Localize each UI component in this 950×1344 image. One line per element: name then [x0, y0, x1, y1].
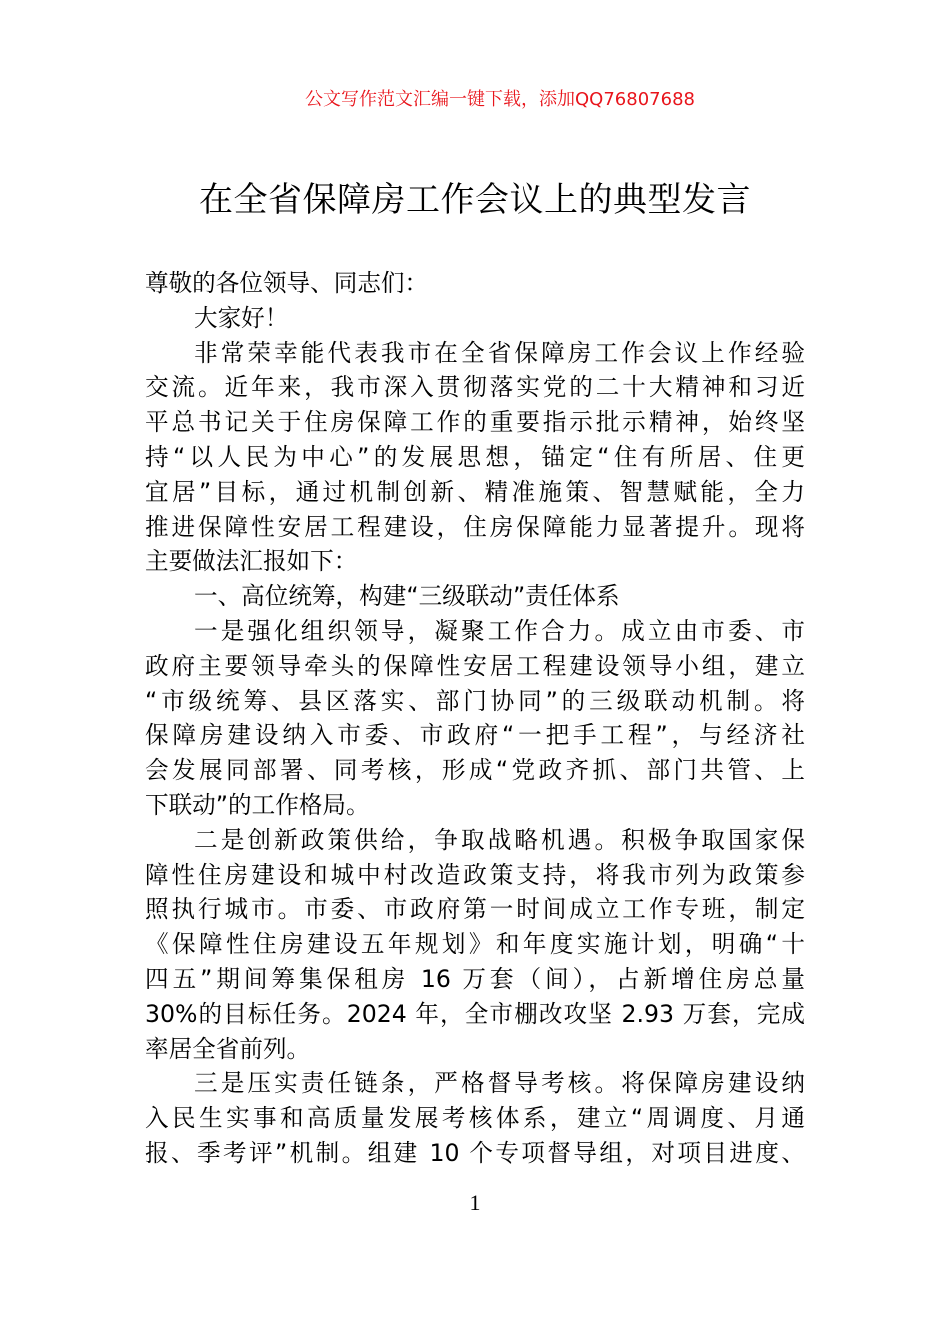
paragraph: [145, 336, 805, 580]
text-line: 下联动”的工作格局。: [145, 790, 370, 819]
text-line: 一是强化组织领导，凝聚工作合力。成立由市委、市: [194, 616, 805, 645]
page-number: 1: [469, 1190, 481, 1215]
paragraph: [145, 266, 805, 301]
text-line: “市级统筹、县区落实、部门协同”的三级联动机制。将: [145, 686, 805, 715]
text-line: 一、高位统筹，构建“三级联动”责任体系: [194, 582, 620, 611]
text-line: 主要做法汇报如下：: [145, 547, 358, 576]
text-line: 会发展同部署、同考核，形成“党政齐抓、部门共管、上: [145, 756, 805, 785]
text-line: 二是创新政策供给，争取战略机遇。积极争取国家保: [194, 825, 805, 854]
text-line: 平总书记关于住房保障工作的重要指示批示精神，始终坚: [145, 408, 805, 437]
paragraph: [145, 579, 805, 614]
text-line: 保障房建设纳入市委、市政府“一把手工程”，与经济社: [145, 721, 805, 750]
text-line: 持“以人民为中心”的发展思想，锚定“住有所居、住更: [145, 442, 805, 471]
text-line: 《保障性住房建设五年规划》和年度实施计划，明确“十: [145, 930, 805, 959]
text-line: 30%的目标任务。2024 年，全市棚改攻坚 2.93 万套，完成: [145, 999, 805, 1028]
text-line: 宜居”目标，通过机制创新、精准施策、智慧赋能，全力: [145, 477, 805, 506]
text-line: 报、季考评”机制。组建 10 个专项督导组，对项目进度、: [145, 1138, 805, 1167]
paragraph: [145, 614, 805, 823]
text-line: 政府主要领导牵头的保障性安居工程建设领导小组，建立: [145, 651, 805, 680]
text-line: 交流。近年来，我市深入贯彻落实党的二十大精神和习近: [145, 373, 805, 402]
text-line: 推进保障性安居工程建设，住房保障能力显著提升。现将: [145, 512, 805, 541]
text-line: 障性住房建设和城中村改造政策支持，将我市列为政策参: [145, 860, 805, 889]
text-line: 大家好！: [194, 303, 289, 332]
paragraph: [145, 823, 805, 1067]
text-line: 入民生实事和高质量发展考核体系，建立“周调度、月通: [145, 1104, 805, 1133]
text-line: 尊敬的各位领导、同志们：: [145, 269, 429, 297]
text-line: 四五”期间筹集保租房 16 万套（间），占新增住房总量: [145, 964, 805, 993]
paragraph: [145, 1066, 805, 1170]
text-line: 率居全省前列。: [145, 1034, 311, 1063]
text-line: 非常荣幸能代表我市在全省保障房工作会议上作经验: [194, 338, 805, 367]
document-title: 在全省保障房工作会议上的典型发言: [199, 180, 751, 220]
document-body: [145, 266, 805, 1171]
text-line: 照执行城市。市委、市政府第一时间成立工作专班，制定: [145, 895, 805, 924]
text-line: 三是压实责任链条，严格督导考核。将保障房建设纳: [194, 1069, 805, 1098]
download-notice: 公文写作范文汇编一键下载，添加QQ76807688: [305, 89, 695, 110]
paragraph: [145, 301, 805, 336]
